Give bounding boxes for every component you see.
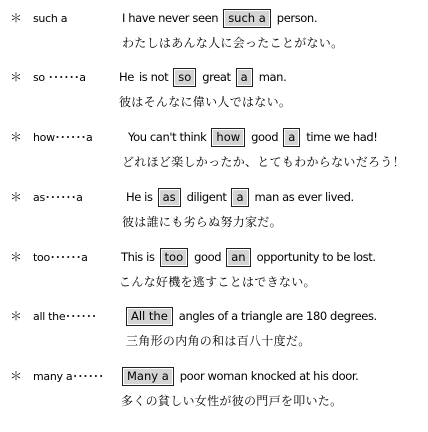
highlighted-keyword: as xyxy=(158,188,181,207)
english-sentence xyxy=(126,186,359,208)
highlighted-keyword: too xyxy=(160,248,189,267)
english-sentence xyxy=(126,305,382,327)
phrase-entry xyxy=(0,119,428,179)
japanese-translation: こんな好機を逃すことはできない。 xyxy=(119,275,316,289)
phrase-pattern: too･･････a xyxy=(33,251,88,264)
sentence-text: This is xyxy=(121,250,155,264)
highlighted-keyword: so xyxy=(173,68,196,87)
japanese-translation: 三角形の内角の和は百八十度だ。 xyxy=(126,334,311,348)
sentence-text: angles of a triangle are 180 degrees. xyxy=(178,309,377,323)
sentence-text: He is xyxy=(126,190,153,204)
phrase-pattern: such a xyxy=(33,12,68,25)
english-sentence xyxy=(128,126,383,148)
asterisk-marker: ＊ xyxy=(10,250,23,264)
phrase-pattern: all the･･････ xyxy=(33,310,97,323)
highlighted-keyword: how xyxy=(211,128,245,147)
phrase-entry xyxy=(0,179,428,239)
highlighted-keyword: All the xyxy=(126,307,173,326)
phrase-entry xyxy=(0,59,428,119)
japanese-translation: どれほど楽しかったか、とてもわからないだろう！ xyxy=(122,155,405,169)
phrase-entry xyxy=(0,358,428,418)
sentence-text: poor woman knocked at his door. xyxy=(179,369,359,383)
sentence-text: man as ever lived. xyxy=(254,190,354,204)
asterisk-marker: ＊ xyxy=(10,11,23,25)
japanese-translation: 彼は誰にも劣らぬ努力家だ。 xyxy=(122,215,282,229)
sentence-text: man. xyxy=(258,70,287,84)
sentence-text: is not xyxy=(138,70,169,84)
phrase-entry xyxy=(0,239,428,299)
sentence-text: good xyxy=(194,250,222,264)
phrase-pattern: how･･････a xyxy=(33,131,93,144)
sentence-text: opportunity to be lost. xyxy=(256,250,376,264)
japanese-translation: 彼はそんなに偉い人ではない。 xyxy=(119,95,292,109)
highlighted-keyword: Many a xyxy=(122,367,174,386)
english-sentence xyxy=(121,246,381,268)
asterisk-marker: ＊ xyxy=(10,369,23,383)
sentence-text: You can't think xyxy=(128,130,207,144)
sentence-text: I have never seen xyxy=(122,11,219,25)
phrase-pattern: many a･･････ xyxy=(33,370,104,383)
english-sentence xyxy=(122,365,363,387)
highlighted-keyword: such a xyxy=(223,9,271,28)
sentence-text: time we had! xyxy=(306,130,378,144)
asterisk-marker: ＊ xyxy=(10,190,23,204)
phrase-pattern: so ･･････a xyxy=(33,71,86,84)
sentence-text: He xyxy=(119,70,134,84)
sentence-text: good xyxy=(251,130,279,144)
asterisk-marker: ＊ xyxy=(10,130,23,144)
phrase-pattern: as･･････a xyxy=(33,191,83,204)
japanese-translation: 多くの貧しい女性が彼の門戸を叩いた。 xyxy=(121,394,343,408)
sentence-text: person. xyxy=(276,11,318,25)
highlighted-keyword: a xyxy=(231,188,248,207)
highlighted-keyword: an xyxy=(226,248,250,267)
phrase-entry xyxy=(0,298,428,358)
asterisk-marker: ＊ xyxy=(10,309,23,323)
english-sentence xyxy=(119,66,291,88)
highlighted-keyword: a xyxy=(236,68,253,87)
highlighted-keyword: a xyxy=(283,128,300,147)
asterisk-marker: ＊ xyxy=(10,70,23,84)
sentence-text: diligent xyxy=(186,190,227,204)
japanese-translation: わたしはあんな人に会ったことがない。 xyxy=(122,36,344,50)
phrase-entry xyxy=(0,0,428,60)
sentence-text: great xyxy=(202,70,231,84)
english-sentence xyxy=(122,7,322,29)
